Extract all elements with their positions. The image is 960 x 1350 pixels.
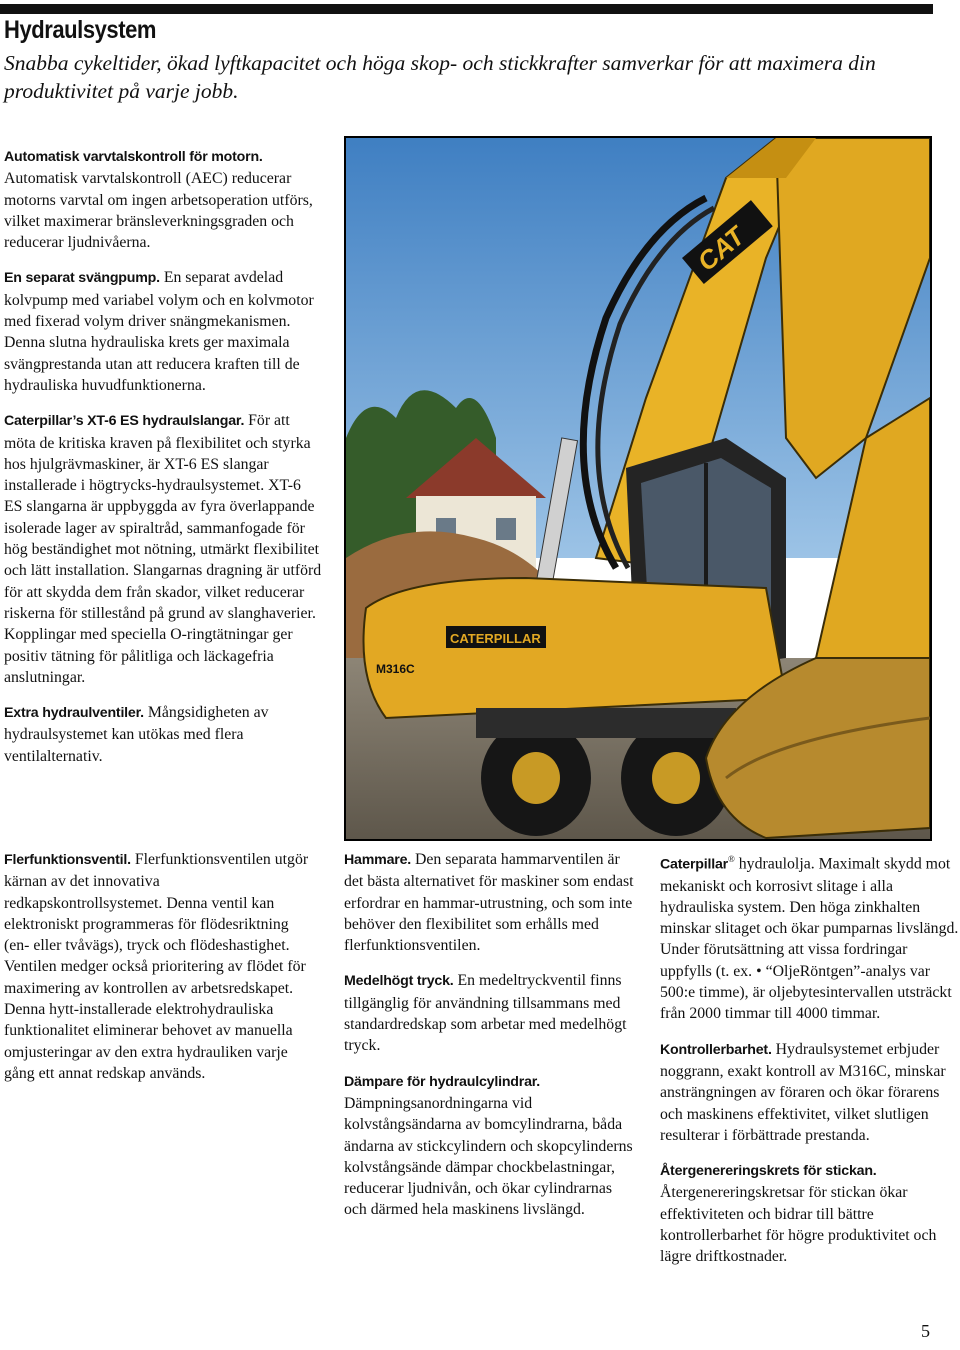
section-heading: Extra hydraulventiler.: [4, 705, 144, 722]
section-heading: Hammare.: [344, 852, 412, 868]
page-number: 5: [921, 1321, 930, 1341]
body-model-label: M316C: [376, 662, 415, 676]
section-hammer: [344, 849, 634, 956]
section-control: [660, 1039, 960, 1146]
section-aec: [4, 146, 322, 253]
section-heading: Automatisk varvtalskontroll för motorn.: [4, 149, 263, 165]
section-swing-pump: [4, 267, 322, 396]
section-medium-pressure: [344, 970, 634, 1056]
section-regen: [660, 1160, 960, 1267]
left-column-bottom: [4, 849, 314, 1098]
section-body: Automatisk varvtalskontroll (AEC) reducerar motorns varvtal om ingen arbetsoperation utförs, vilket maximerar bränsleverkningsgraden och reducerar ljudnivåerna.: [4, 170, 313, 252]
section-body: För att möta de kritiska kraven på flexibilitet och styrka hos hjulgrävmaskiner, är XT-6 ES slangar installerade i högtrycks-hydraulsystemet. XT-6 ES slangarna är uppbyggda av fyra överlappande isolerade lager av spiraltråd, sammanfogade för hög beständighet mot nötning, utmärkt flexibilitet och lätt installation. Slangarnas dragning är utförd för att skydda dem från skador, vilket reducerar riskerna för stillestånd på grund av slanghaverier. Kopplingar med speciella O-ringtätningar ger positiv tätning för pålitliga och läckagefria anslutningar.: [4, 412, 322, 686]
section-heading: Flerfunktionsventil.: [4, 852, 131, 868]
section-heading: Dämpare för hydraulcylindrar.: [344, 1073, 541, 1090]
page-subtitle: Snabba cykeltider, ökad lyftkapacitet och höga skop- och stickkrafter samverkar för att maximera din produktivitet på varje jobb.: [4, 51, 876, 103]
section-heading: Caterpillar’s XT-6 ES hydraulslangar.: [4, 413, 245, 430]
section-damper: [344, 1071, 634, 1221]
section-body: Flerfunktionsventilen utgör kärnan av det innovativa redkapskontrollsystemet. Denna ventil kan elektroniskt programmeras för flödesriktning (en- eller tvåvägs), tryck och flödeshastighet. Ventilen medger också prioritering av flödet för maximering av kontrollen av arbetsredskapet. Denna hytt-installerade elektrohydrauliska funktionalitet eliminerar behovet av manuella omjusteringar av den extra hydrauliken varje gång ett annat redskap används.: [4, 851, 309, 1082]
section-body: Dämpningsanordningarna vid kolvstångsändarna av bomcylindrarna, båda ändarna av stickcylindern och skopcylinderns kolvstångsände dämpar chockbelastningar, reducerar ljudnivån, och ökar cylindrarnas och därmed hela maskinens livslängd.: [344, 1094, 633, 1219]
section-heading: En separat svängpump.: [4, 270, 160, 287]
section-xt6: [4, 410, 322, 688]
section-body: Återgenereringskretsar för stickan ökar effektiviteten och bidrar till bättre kontrollerbarhet för högre produktivitet och lägre driftkostnader.: [660, 1184, 937, 1266]
registered-mark: ®: [727, 854, 735, 864]
section-heading: Caterpillar: [660, 856, 728, 873]
section-multi-valve: [4, 849, 314, 1084]
section-body: Mångsidigheten av hydraulsystemet kan utökas med flera ventilalternativ.: [4, 704, 269, 765]
section-heading: Återgenereringskrets för stickan.: [660, 1163, 877, 1180]
section-body: hydraulolja. Maximalt skydd mot mekaniskt och korrosivt slitage i alla hydrauliska system. Den höga zinkhalten minskar slitaget och ökar pumparnas livslängd. Under förutsättning att vissa fordringar uppfylls (t. ex. • “OljeRöntgen”-analys var 500:e timme), är oljebytesintervallen utsträckt från 2000 timmar till 4000 timmar.: [660, 855, 959, 1023]
section-heading: Kontrollerbarhet.: [660, 1041, 772, 1058]
page-title: Hydraulsystem: [4, 16, 157, 44]
section-body: En medeltryckventil finns tillgänglig för användning tillsammans med standardredskap som arbetar med medelhögt tryck.: [344, 972, 627, 1055]
section-body: Den separata hammarventilen är det bästa alternativet för maskiner som endast erfordrar en hammar-utrustning, och som inte behöver den flexibilitet som erhålls med flerfunktionsventilen.: [344, 851, 634, 955]
section-oil: [660, 849, 960, 1025]
section-extra-valves: [4, 702, 322, 767]
section-body: Hydraulsystemet erbjuder noggrann, exakt kontroll av M316C, minskar ansträngningen av föraren och ökar förarens och maskinens effektivitet, vilket slutligen resulterar i förbättrade prestanda.: [660, 1040, 946, 1144]
excavator-photo: [344, 136, 932, 841]
boom-cat-logo: CAT: [691, 220, 751, 277]
middle-column: [344, 849, 634, 1235]
machine-body: [364, 578, 787, 718]
body-brand-label: CATERPILLAR: [450, 631, 541, 646]
section-body: En separat avdelad kolvpump med variabel volym och en kolvmotor med fixerad volym driver snängmekanismen. Denna slutna hydrauliska krets ger maximala svängprestanda utan att reducera kraften till de hydrauliska huvudfunktionerna.: [4, 269, 314, 394]
top-rule: [0, 4, 933, 14]
left-column-top: [4, 146, 322, 781]
right-column: [660, 849, 960, 1282]
section-heading: Medelhögt tryck.: [344, 973, 454, 990]
